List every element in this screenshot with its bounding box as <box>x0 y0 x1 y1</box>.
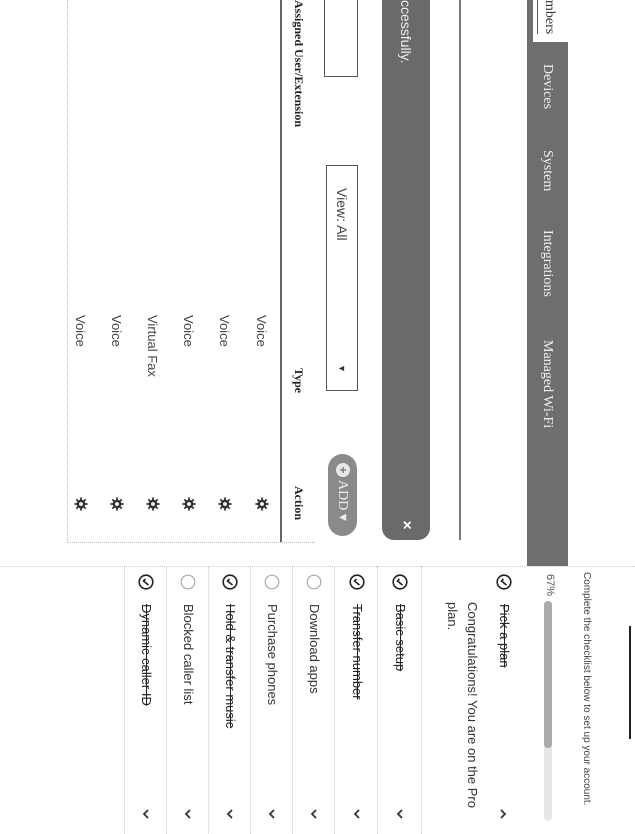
empty-circle-icon <box>306 574 322 590</box>
progress-bar <box>544 601 552 821</box>
check-circle-icon <box>496 574 512 590</box>
type-cell: Voice <box>109 315 124 347</box>
checklist-item-label: Purchase phones <box>265 604 280 706</box>
type-cell: Voice <box>254 315 269 347</box>
close-icon[interactable]: × <box>398 520 415 530</box>
success-banner <box>382 0 430 540</box>
tab-label: mbers <box>537 0 557 34</box>
table-row[interactable] <box>170 0 206 542</box>
column-header-type[interactable]: Type <box>292 368 306 394</box>
view-select[interactable] <box>326 165 358 391</box>
table-row[interactable] <box>243 0 279 542</box>
gear-icon[interactable] <box>110 497 124 511</box>
chevron-up-icon[interactable] <box>497 808 509 820</box>
checklist-item-dynamic-caller-id[interactable] <box>124 566 167 834</box>
empty-circle-icon <box>180 574 196 590</box>
gear-icon[interactable] <box>146 497 160 511</box>
check-circle-icon <box>349 574 365 590</box>
checklist-item-label: Dynamic caller ID <box>139 604 154 706</box>
checklist-item-label: Blocked caller list <box>181 604 196 705</box>
check-circle-icon <box>138 574 154 590</box>
gear-icon[interactable] <box>74 497 88 511</box>
gear-icon[interactable] <box>218 497 232 511</box>
type-cell: Voice <box>181 315 196 347</box>
checklist-item-label: Hold & transfer music <box>223 604 238 729</box>
checklist-item-download-apps[interactable] <box>292 566 335 834</box>
check-circle-icon <box>222 574 238 590</box>
checklist-item-purchase-phones[interactable] <box>250 566 293 834</box>
checklist-item-pick-a-plan[interactable] <box>421 566 522 834</box>
chevron-down-icon[interactable] <box>182 808 194 820</box>
checklist-item-blocked-caller-list[interactable] <box>166 566 209 834</box>
column-header-user[interactable]: Assigned User/Extension <box>292 0 306 128</box>
banner-message: ccessfully. <box>398 0 414 64</box>
plus-circle-icon: + <box>336 463 350 477</box>
content-border <box>67 0 68 542</box>
tab-numbers[interactable] <box>533 0 568 42</box>
type-cell: Virtual Fax <box>145 315 160 377</box>
tab-managed-wifi[interactable]: Managed Wi-Fi <box>540 340 555 429</box>
numbers-table <box>68 0 315 543</box>
checklist-item-label: Pick a plan <box>497 604 512 668</box>
search-input[interactable] <box>324 0 358 77</box>
table-row[interactable] <box>98 0 134 542</box>
empty-circle-icon <box>264 574 280 590</box>
tab-devices[interactable]: Devices <box>540 64 555 110</box>
divider <box>459 0 461 540</box>
panel-handle <box>629 626 631 739</box>
checklist-item-basic-setup[interactable] <box>377 566 422 834</box>
table-row[interactable] <box>206 0 242 542</box>
progress-fill <box>544 601 552 748</box>
gear-icon[interactable] <box>182 497 196 511</box>
chevron-down-icon[interactable] <box>351 808 363 820</box>
setup-checklist-panel <box>0 566 635 834</box>
type-cell: Voice <box>217 315 232 347</box>
add-button-label: ADD ▾ <box>335 480 350 521</box>
checklist-item-transfer-number[interactable] <box>334 566 378 834</box>
checklist-item-hold-transfer-music[interactable] <box>208 566 251 834</box>
chevron-down-icon[interactable] <box>224 808 236 820</box>
check-circle-icon <box>392 574 408 590</box>
caret-down-icon: ▼ <box>337 364 347 373</box>
plan-detail: Congratulations! You are on the Pro plan. <box>445 602 480 808</box>
checklist-item-label: Basic setup <box>393 604 408 672</box>
checklist-item-label: Download apps <box>307 604 322 694</box>
gear-icon[interactable] <box>255 497 269 511</box>
header-divider <box>280 0 282 542</box>
chevron-down-icon[interactable] <box>308 808 320 820</box>
column-header-action: Action <box>292 486 306 520</box>
top-nav <box>527 0 568 566</box>
checklist-intro: Complete the checklist below to set up your account. <box>581 572 592 806</box>
type-cell: Voice <box>73 315 88 347</box>
tab-system[interactable]: System <box>540 150 555 192</box>
tab-integrations[interactable]: Integrations <box>540 230 555 297</box>
table-row[interactable] <box>134 0 170 542</box>
chevron-down-icon[interactable] <box>394 808 406 820</box>
chevron-down-icon[interactable] <box>266 808 278 820</box>
progress-percent: 67% <box>544 574 556 597</box>
view-select-label: View: All <box>334 188 350 241</box>
chevron-down-icon[interactable] <box>140 808 152 820</box>
checklist-item-label: Transfer number <box>350 604 365 700</box>
add-button[interactable] <box>328 454 357 536</box>
